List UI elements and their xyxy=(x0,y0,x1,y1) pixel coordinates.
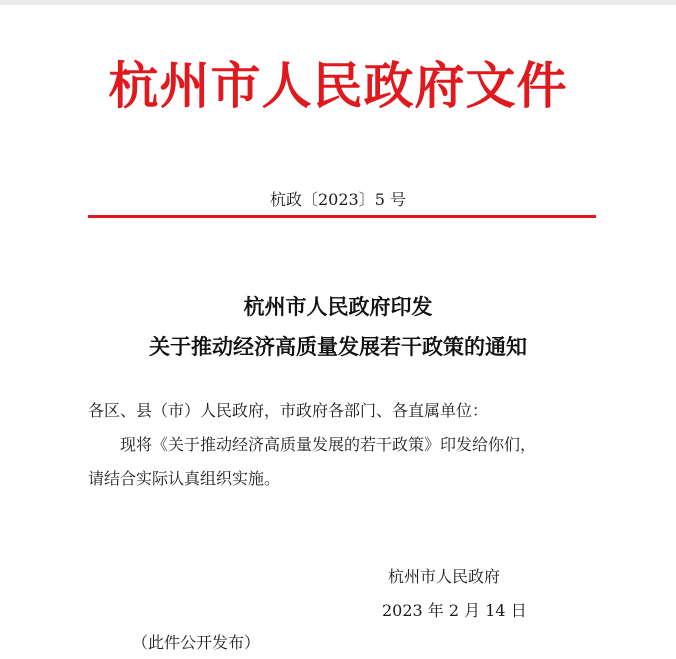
title-line-1: 杭州市人民政府印发 xyxy=(243,294,433,319)
document-number: 杭政〔2023〕5 号 xyxy=(270,190,406,209)
document-title xyxy=(0,287,676,367)
publication-note: （此件公开发布） xyxy=(132,633,261,652)
document-header: 杭州市人民政府文件 xyxy=(108,57,568,115)
issuer-signature: 杭州市人民政府 xyxy=(388,567,501,586)
header-divider xyxy=(88,215,596,218)
body-paragraph xyxy=(88,428,608,496)
title-line-2: 关于推动经济高质量发展若干政策的通知 xyxy=(149,334,527,359)
body-line-2: 请结合实际认真组织实施。 xyxy=(88,469,281,488)
body-line-1: 现将《关于推动经济高质量发展的若干政策》印发给你们， xyxy=(120,435,537,454)
issue-date: 2023 年 2 月 14 日 xyxy=(382,601,527,620)
top-border-strip xyxy=(0,0,676,5)
salutation: 各区、县（市）人民政府，市政府各部门、各直属单位： xyxy=(88,401,489,420)
